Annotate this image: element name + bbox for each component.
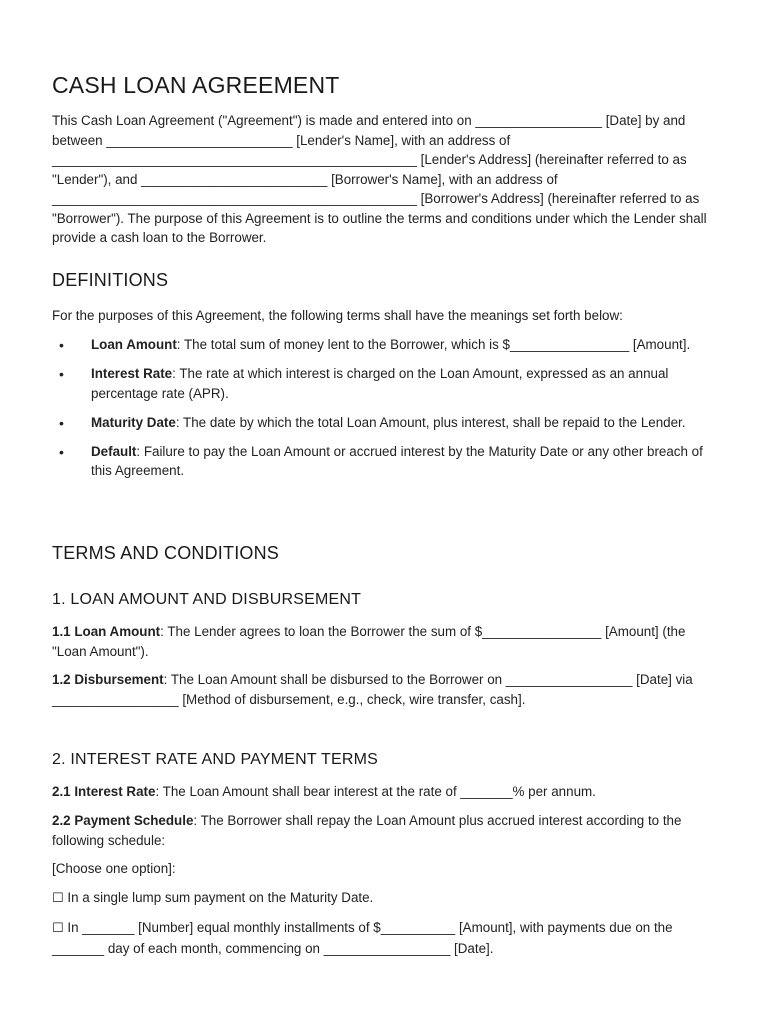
definition-term: Interest Rate [91, 366, 173, 381]
definition-text: : Failure to pay the Loan Amount or accrued interest by the Maturity Date or any other breach of this Agreement. [91, 443, 703, 478]
clause-label: 1.2 Disbursement [52, 672, 164, 687]
definition-text: : The rate at which interest is charged on the Loan Amount, expressed as an annual percentage rate (APR). [91, 366, 669, 401]
terms-section [52, 543, 716, 564]
clause-1-2 [52, 670, 716, 709]
bullet-icon: • [59, 414, 64, 431]
clause-text: : The Loan Amount shall be disbursed to the Borrower on _________________ [Date] via _________________ [Method of disbursement, e.g., check, wire transfer, cash]. [52, 672, 693, 707]
clause-1-1-paragraph [52, 622, 716, 661]
definition-text: : The total sum of money lent to the Borrower, which is $________________ [Amount]. [176, 337, 691, 352]
definitions-heading: DEFINITIONS [52, 270, 169, 290]
bullet-icon: • [59, 337, 64, 353]
definition-text: : The date by which the total Loan Amount, plus interest, shall be repaid to the Lender. [175, 414, 686, 430]
terms-heading: TERMS AND CONDITIONS [52, 543, 280, 563]
payment-option-2 [52, 918, 716, 958]
clause-1-1 [52, 622, 716, 661]
clause-text: : The Loan Amount shall bear interest at the rate of _______% per annum. [155, 784, 596, 799]
clause-label: 2.1 Interest Rate [52, 784, 156, 799]
definition-term: Default [91, 443, 137, 459]
clause-1-2-paragraph [52, 670, 716, 709]
document-title: CASH LOAN AGREEMENT [52, 72, 340, 98]
checkbox-icon[interactable]: ☐ [52, 921, 64, 936]
intro-paragraph: This Cash Loan Agreement ("Agreement") is made and entered into on _________________ [Date] by and between _________________________ [Lender's Name], with an address of _________________________________________________ [Lender's Address] (hereinafter referred to as "Lender"), and _________________________ [Borrower's Name], with an address of _________________________________________________ [Borrower's Address] (hereinafter referred to as "Borrower"). The purpose of this Agreement is to outline the terms and conditions under which the Lender shall provide a cash loan to the Borrower. [52, 113, 707, 245]
clause-2-2 [52, 811, 716, 850]
list-item [52, 364, 716, 403]
section-1-heading: 1. LOAN AMOUNT AND DISBURSEMENT [52, 591, 362, 608]
option-text: In _______ [Number] equal monthly installments of $__________ [Amount], with payments due on the _______ day of each month, commencing on _________________ [Date]. [52, 920, 673, 956]
section-2-heading: 2. INTEREST RATE AND PAYMENT TERMS [52, 751, 378, 768]
clause-2-1 [52, 782, 716, 802]
clause-label: 1.1 Loan Amount [52, 624, 161, 639]
definitions-intro: For the purposes of this Agreement, the following terms shall have the meanings set forth below: [52, 308, 623, 323]
checkbox-icon[interactable]: ☐ [52, 891, 64, 906]
list-item [52, 413, 716, 433]
intro-section [52, 111, 716, 248]
list-item [52, 442, 716, 481]
definitions-list [52, 335, 716, 481]
choose-option-text: [Choose one option]: [52, 861, 176, 876]
choose-option [52, 859, 716, 879]
definitions-section [52, 270, 716, 291]
clause-2-1-paragraph [52, 782, 716, 802]
payment-option-1 [52, 888, 716, 909]
clause-2-2-paragraph [52, 811, 716, 850]
clause-text: : The Lender agrees to loan the Borrower the sum of $________________ [Amount] (the "Loan Amount"). [52, 624, 686, 659]
section-2 [52, 751, 716, 769]
list-item [52, 335, 716, 355]
payment-option-2-text [52, 918, 716, 958]
definition-term: Loan Amount [91, 337, 177, 352]
option-text: In a single lump sum payment on the Maturity Date. [63, 890, 374, 905]
clause-text: : The Borrower shall repay the Loan Amount plus accrued interest according to the following schedule: [52, 813, 682, 848]
clause-label: 2.2 Payment Schedule [52, 813, 194, 828]
definitions-body [52, 306, 716, 326]
bullet-icon: • [59, 366, 64, 382]
definitions-list-wrap [52, 335, 716, 490]
section-1 [52, 591, 716, 609]
bullet-icon: • [59, 443, 64, 460]
definition-term: Maturity Date [91, 414, 176, 430]
payment-option-1-text [52, 888, 716, 909]
